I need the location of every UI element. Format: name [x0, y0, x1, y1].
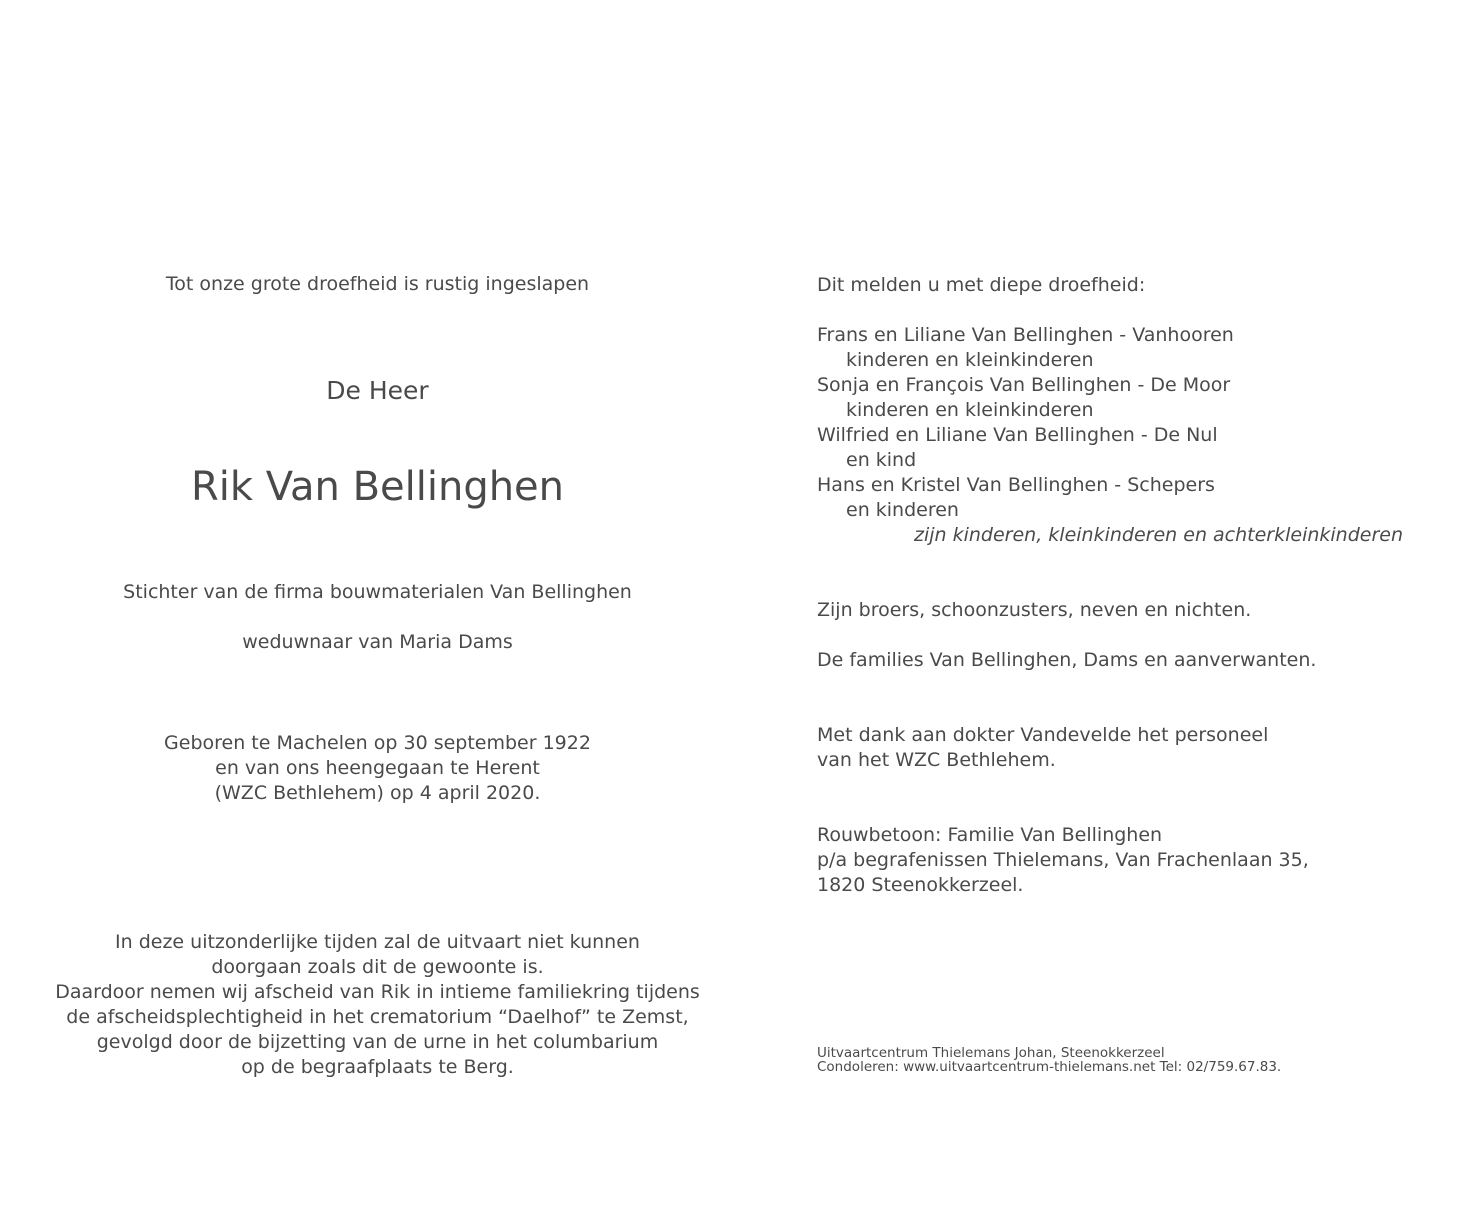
condolence-line: p/a begrafenissen Thielemans, Van Frachenlaan 35,	[817, 849, 1309, 871]
family-descendants: en kinderen	[846, 499, 959, 521]
family-list	[817, 323, 1457, 548]
family-couple: Frans en Liliane Van Bellinghen - Vanhooren	[817, 324, 1234, 346]
death-line: en van ons heengegaan te Herent	[215, 757, 540, 779]
birth-death-block	[20, 731, 735, 806]
intro-text: Tot onze grote droefheid is rustig ingeslapen	[165, 273, 590, 295]
family-couple: Sonja en François Van Bellinghen - De Moor	[817, 374, 1231, 396]
death-place-line: (WZC Bethlehem) op 4 april 2020.	[214, 782, 541, 804]
funeral-line: gevolgd door de bijzetting van de urne in het columbarium	[96, 1031, 659, 1053]
family-descendants: kinderen en kleinkinderen	[846, 349, 1094, 371]
family-couple: Wilfried en Liliane Van Bellinghen - De Nul	[817, 424, 1218, 446]
condolence-line: 1820 Steenokkerzeel.	[817, 874, 1024, 896]
honorific-title: De Heer	[326, 376, 429, 405]
families-text: De families Van Bellinghen, Dams en aanverwanten.	[817, 649, 1317, 671]
funeral-line: In deze uitzonderlijke tijden zal de uitvaart niet kunnen	[115, 931, 640, 953]
siblings-text: Zijn broers, schoonzusters, neven en nichten.	[817, 599, 1252, 621]
family-descendants: kinderen en kleinkinderen	[846, 399, 1094, 421]
funeral-notice-block	[20, 930, 735, 1080]
funeral-line: op de begraafplaats te Berg.	[241, 1056, 514, 1078]
funeral-line: doorgaan zoals dit de gewoonte is.	[211, 956, 544, 978]
deceased-name: Rik Van Bellinghen	[190, 464, 565, 510]
condolence-address-block	[817, 823, 1457, 898]
family-couple: Hans en Kristel Van Bellinghen - Schepers	[817, 474, 1215, 496]
family-descendants: en kind	[846, 449, 917, 471]
thanks-line: van het WZC Bethlehem.	[817, 749, 1056, 771]
thanks-line: Met dank aan dokter Vandevelde het personeel	[817, 724, 1269, 746]
founder-text: Stichter van de firma bouwmaterialen Van Bellinghen	[123, 581, 632, 603]
funeral-line: Daardoor nemen wij afscheid van Rik in intieme familiekring tijdens	[55, 981, 700, 1003]
widower-text: weduwnaar van Maria Dams	[242, 631, 513, 653]
funeral-home-footer	[817, 1046, 1457, 1074]
condolence-line: Rouwbetoon: Familie Van Bellinghen	[817, 824, 1163, 846]
thanks-block	[817, 723, 1457, 773]
family-summary: zijn kinderen, kleinkinderen en achterkleinkinderen	[914, 524, 1404, 546]
funeral-home-contact: Condoleren: www.uitvaartcentrum-thielemans.net Tel: 02/759.67.83.	[817, 1059, 1282, 1075]
funeral-line: de afscheidsplechtigheid in het crematorium “Daelhof” te Zemst,	[66, 1006, 689, 1028]
funeral-home-name: Uitvaartcentrum Thielemans Johan, Steenokkerzeel	[817, 1045, 1165, 1061]
birth-line: Geboren te Machelen op 30 september 1922	[164, 732, 591, 754]
announcement-text: Dit melden u met diepe droefheid:	[817, 274, 1146, 296]
